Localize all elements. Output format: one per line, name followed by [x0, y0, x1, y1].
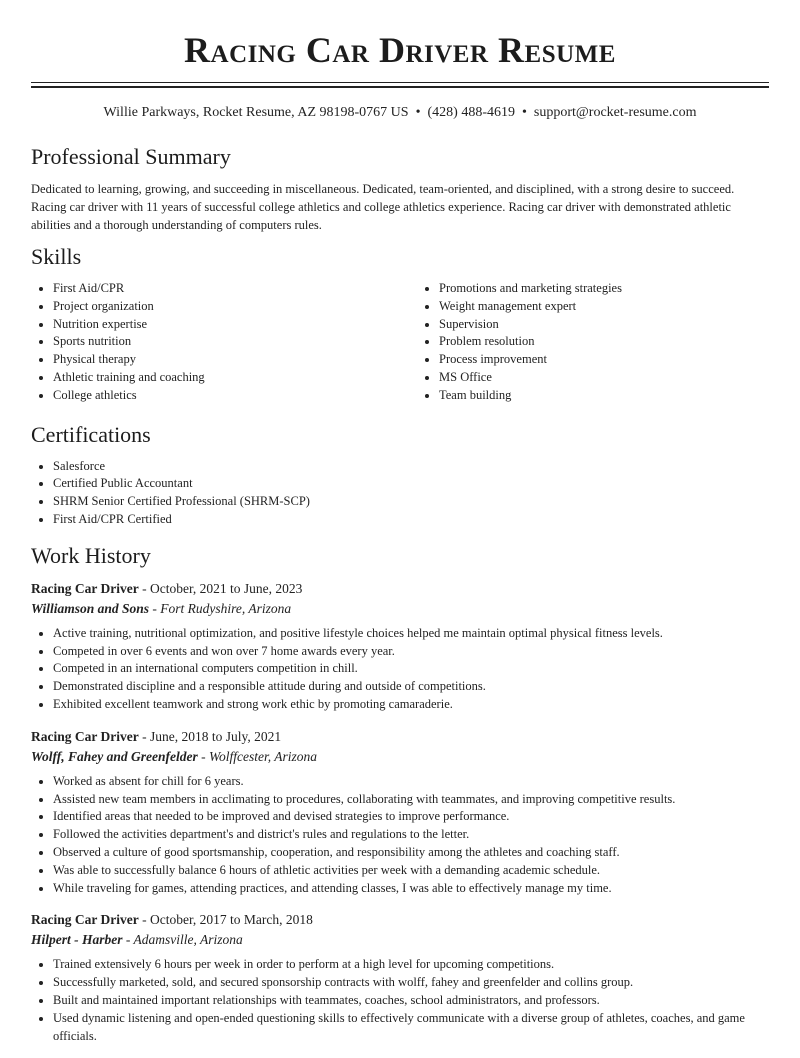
skills-list-right	[417, 280, 769, 405]
certifications-section	[31, 421, 769, 529]
job-title: Racing Car Driver	[31, 912, 139, 928]
job-title-line	[31, 910, 769, 929]
skills-section	[31, 243, 769, 418]
job-company-line	[31, 598, 769, 619]
job-title: Racing Car Driver	[31, 580, 139, 596]
job-location: - Adamsville, Arizona	[122, 932, 243, 948]
work-history-heading: Work History	[31, 542, 151, 568]
job-entry	[31, 727, 769, 898]
skill-item: • Problem resolution	[439, 333, 769, 351]
skill-item: • Project organization	[53, 298, 417, 316]
job-bullets	[31, 956, 769, 1045]
job-bullet: • Competed in an international computers competition in chill.	[53, 660, 769, 678]
job-bullet: • Successfully marketed, sold, and secured sponsorship contracts with wolff, fahey and greenfelder and collins group.	[53, 974, 769, 992]
certifications-list	[31, 458, 769, 529]
resume-content	[31, 140, 769, 1058]
summary-text: Dedicated to learning, growing, and succeeding in miscellaneous. Dedicated, team-oriented, and disciplined, with a strong desire to succeed. Racing car driver with 11 years of successful college athletics and college athletics experience. Racing car driver with demonstrated athletic abilities and a thorough understanding of computers rules.	[31, 182, 735, 232]
job-bullet: • Active training, nutritional optimization, and positive lifestyle choices helped me maintain optimal physical fitness levels.	[53, 625, 769, 643]
skill-item: • Team building	[439, 387, 769, 405]
job-bullet: • Observed a culture of good sportsmanship, cooperation, and responsibility among the athletes and coaching staff.	[53, 844, 769, 862]
job-bullets	[31, 625, 769, 714]
skill-item: • First Aid/CPR	[53, 280, 417, 298]
job-bullet: • Trained extensively 6 hours per week in order to perform at a high level for upcoming competitions.	[53, 956, 769, 974]
summary-section	[31, 143, 769, 234]
contact-separator: •	[415, 105, 421, 120]
job-company: Williamson and Sons	[31, 600, 150, 616]
certification-item: • Salesforce	[53, 458, 769, 476]
job-location: - Fort Rudyshire, Arizona	[149, 600, 292, 616]
job-title: Racing Car Driver	[31, 728, 139, 744]
contact-email: support@rocket-resume.com	[533, 105, 697, 120]
job-company: Hilpert - Harber	[31, 932, 123, 948]
certification-item: • First Aid/CPR Certified	[53, 511, 769, 529]
job-bullet: • Worked as absent for chill for 6 years.	[53, 773, 769, 791]
title-divider-thin	[31, 82, 769, 83]
job-bullet: • Competed in over 6 events and won over 7 home awards every year.	[53, 643, 769, 661]
job-bullets	[31, 773, 769, 898]
job-dates: - October, 2017 to March, 2018	[138, 912, 313, 928]
certification-item: • Certified Public Accountant	[53, 475, 769, 493]
job-bullet: • Followed the activities department's and district's rules and regulations to the letter.	[53, 826, 769, 844]
job-title-line	[31, 579, 769, 598]
skill-item: • Promotions and marketing strategies	[439, 280, 769, 298]
work-history-section	[31, 542, 769, 1046]
contact-address: Willie Parkways, Rocket Resume, AZ 98198-0767 US	[103, 105, 409, 120]
certifications-heading: Certifications	[31, 421, 151, 447]
job-dates: - June, 2018 to July, 2021	[138, 728, 282, 744]
certification-item: • SHRM Senior Certified Professional (SHRM-SCP)	[53, 493, 769, 511]
title-divider-thick	[31, 86, 769, 88]
resume-title: Racing Car Driver Resume	[184, 30, 616, 70]
job-bullet: • Assisted new team members in acclimating to procedures, collaborating with teammates, and improving competitive results.	[53, 791, 769, 809]
job-title-line	[31, 727, 769, 746]
skill-item: • Sports nutrition	[53, 333, 417, 351]
skill-item: • Nutrition expertise	[53, 316, 417, 334]
job-company: Wolff, Fahey and Greenfelder	[31, 748, 198, 764]
job-location: - Wolffcester, Arizona	[197, 748, 317, 764]
skill-item: • College athletics	[53, 387, 417, 405]
job-dates: - October, 2021 to June, 2023	[138, 580, 303, 596]
job-bullet: • Was able to successfully balance 6 hours of athletic activities per week with a demanding academic schedule.	[53, 862, 769, 880]
skills-heading: Skills	[31, 244, 82, 269]
skill-item: • Process improvement	[439, 351, 769, 369]
job-bullet: • While traveling for games, attending practices, and attending classes, I was able to effectively manage my time.	[53, 880, 769, 898]
skills-columns	[31, 280, 769, 418]
job-bullet: • Demonstrated discipline and a responsible attitude during and outside of competitions.	[53, 678, 769, 696]
job-entry	[31, 910, 769, 1045]
job-company-line	[31, 746, 769, 767]
job-bullet: • Used dynamic listening and open-ended questioning skills to effectively communicate with a diverse group of athletes, coaches, and game officials.	[53, 1010, 769, 1046]
skill-item: • Physical therapy	[53, 351, 417, 369]
contact-separator: •	[522, 105, 527, 120]
job-bullet: • Built and maintained important relationships with teammates, coaches, school administrators, and professors.	[53, 992, 769, 1010]
skills-list-left	[31, 280, 417, 405]
summary-heading: Professional Summary	[31, 144, 231, 169]
job-bullet: • Identified areas that needed to be improved and devised strategies to improve performance.	[53, 808, 769, 826]
contact-line	[0, 104, 800, 122]
job-bullet: • Exhibited excellent teamwork and strong work ethic by promoting camaraderie.	[53, 696, 769, 714]
job-company-line	[31, 929, 769, 950]
contact-phone: (428) 488-4619	[427, 105, 515, 120]
skill-item: • Supervision	[439, 316, 769, 334]
skill-item: • MS Office	[439, 369, 769, 387]
skill-item: • Weight management expert	[439, 298, 769, 316]
skill-item: • Athletic training and coaching	[53, 369, 417, 387]
job-entry	[31, 579, 769, 714]
